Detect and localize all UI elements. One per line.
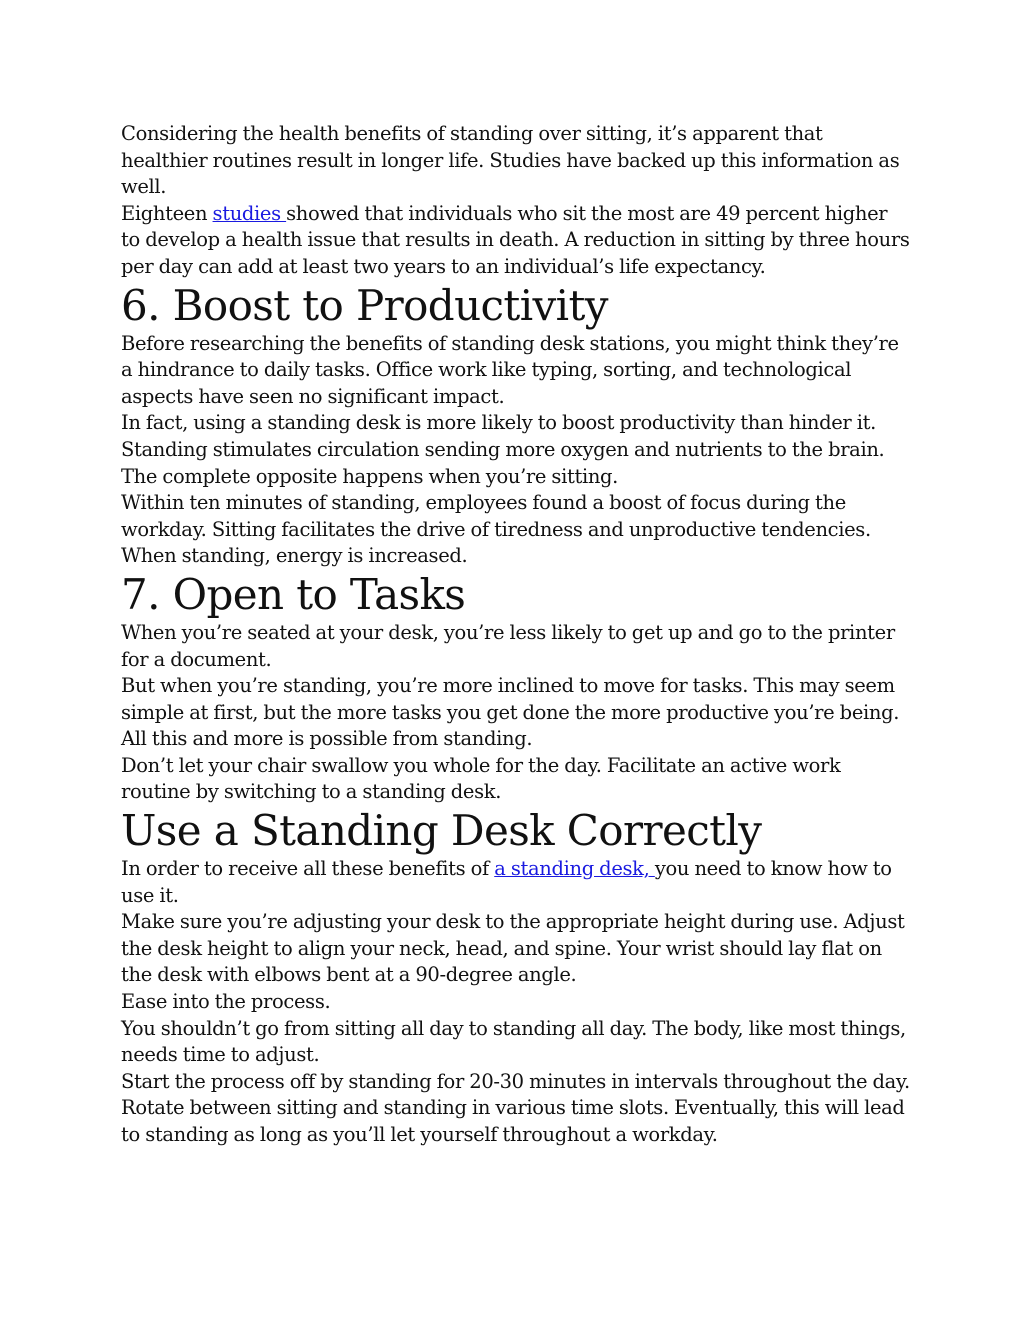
intro-paragraph-2	[121, 201, 911, 281]
usage-paragraph-1	[121, 856, 911, 909]
usage-paragraph-1-rest: you need to know how to use it.	[121, 857, 892, 907]
intro-paragraph-2-lead: Eighteen	[121, 201, 213, 225]
tasks-paragraph-3: Don’t let your chair swallow you whole for the day. Facilitate an active work routine by switching to a standing desk.	[121, 753, 841, 804]
productivity-paragraph-1: Before researching the benefits of standing desk stations, you might think they’re a hindrance to daily tasks. Office work like typing, sorting, and technological aspects have seen no significant impact.	[121, 331, 899, 408]
usage-paragraph-2: Make sure you’re adjusting your desk to the appropriate height during use. Adjust the desk height to align your neck, head, and spine. Your wrist should lay flat on the desk with elbows bent at a 90-degree angle.	[121, 910, 905, 987]
intro-paragraph-1: Considering the health benefits of standing over sitting, it’s apparent that healthier routines result in longer life. Studies have backed up this information as well.	[121, 122, 900, 199]
studies-link[interactable]: studies	[212, 201, 287, 225]
tasks-paragraph-2: But when you’re standing, you’re more inclined to move for tasks. This may seem simple at first, but the more tasks you get done the more productive you’re being. All this and more is possible from standing.	[121, 674, 900, 751]
usage-paragraph-3: Ease into the process.	[121, 990, 331, 1014]
document-page	[121, 121, 911, 1149]
heading-open-to-tasks: 7. Open to Tasks	[121, 569, 466, 619]
standing-desk-link[interactable]: a standing desk,	[494, 857, 655, 881]
heading-use-standing-desk-correctly: Use a Standing Desk Correctly	[121, 806, 762, 856]
heading-boost-to-productivity: 6. Boost to Productivity	[121, 280, 608, 330]
tasks-paragraph-1: When you’re seated at your desk, you’re less likely to get up and go to the printer for a document.	[121, 620, 895, 671]
usage-paragraph-1-lead: In order to receive all these benefits of	[121, 857, 495, 881]
productivity-paragraph-2: In fact, using a standing desk is more likely to boost productivity than hinder it. Standing stimulates circulation sending more oxygen and nutrients to the brain. The complete opposite happens when you’re sitting.	[121, 411, 885, 488]
usage-paragraph-5: Start the process off by standing for 20-30 minutes in intervals throughout the day. Rotate between sitting and standing in various time slots. Eventually, this will lead to standing as long as you’ll let yourself throughout a workday.	[121, 1069, 910, 1146]
usage-paragraph-4: You shouldn’t go from sitting all day to standing all day. The body, like most things, needs time to adjust.	[121, 1016, 906, 1067]
productivity-paragraph-3: Within ten minutes of standing, employees found a boost of focus during the workday. Sitting facilitates the drive of tiredness and unproductive tendencies. When standing, energy is increased.	[121, 491, 871, 568]
intro-paragraph-2-rest: showed that individuals who sit the most are 49 percent higher to develop a health issue that results in death. A reduction in sitting by three hours per day can add at least two years to an individual’s life expectancy.	[121, 201, 910, 278]
